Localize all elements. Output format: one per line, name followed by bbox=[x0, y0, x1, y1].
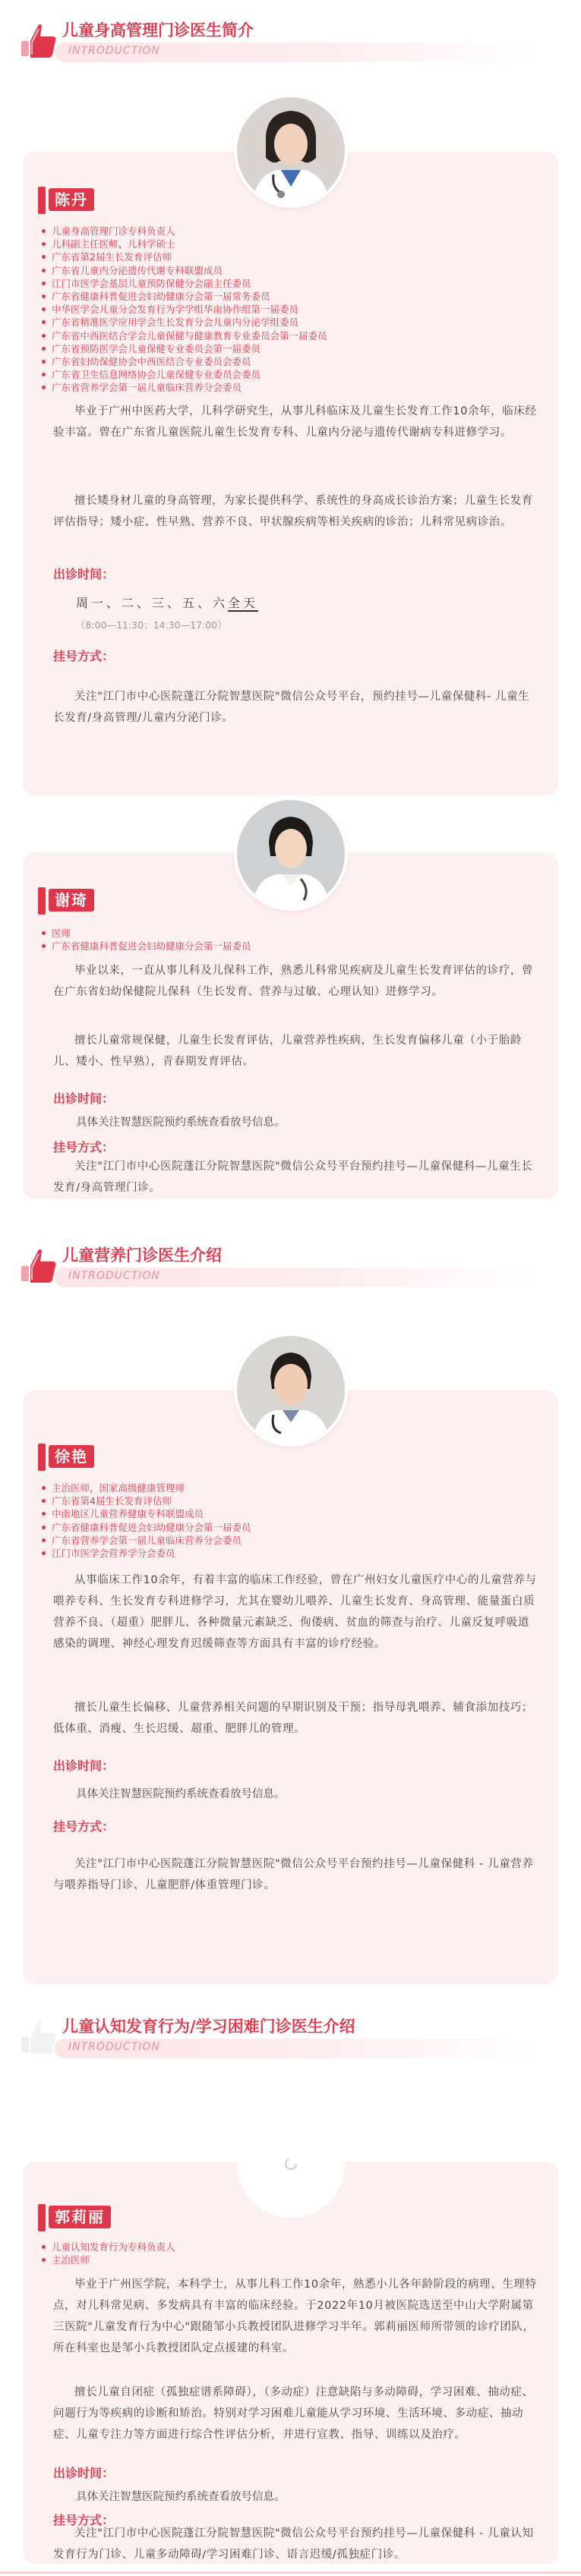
doctor-titles bbox=[39, 1482, 541, 1560]
registration-label: 挂号方式： bbox=[53, 2513, 115, 2527]
bio-paragraph: 毕业于广州中医药大学，儿科学研究生，从事儿科临床及儿童生长发育工作10余年，临床经验丰富。曾在广东省儿童医院儿童生长发育专科、儿童内分泌与遗传代谢病专科进修学习。 bbox=[53, 405, 537, 439]
section-header-nutrition bbox=[17, 1239, 548, 1292]
section-title: 儿童身高管理门诊医生简介 bbox=[62, 21, 254, 39]
registration-label: 挂号方式： bbox=[53, 1819, 115, 1834]
clinic-time-label: 出诊时间： bbox=[53, 567, 115, 581]
clinic-time-label: 出诊时间： bbox=[53, 2466, 115, 2480]
doctor-name: 陈丹 bbox=[49, 188, 94, 211]
clinic-hours: （8:00—11:30；14:30—17:00） bbox=[76, 619, 227, 631]
clinic-fullday: 全天 bbox=[228, 596, 259, 610]
title-item: 广东省预防医学会儿童保健专业委员会第一届委员 bbox=[39, 342, 541, 355]
title-item: 广东省儿童内分泌遗传代谢专科联盟成员 bbox=[39, 264, 541, 277]
title-item: 医师 bbox=[39, 927, 541, 940]
section-header-height bbox=[17, 14, 548, 67]
clinic-text: 具体关注智慧医院预约系统查看放号信息。 bbox=[76, 2491, 286, 2503]
title-item: 儿童身高管理门诊专科负责人 bbox=[39, 225, 541, 238]
doctor-name: 谢琦 bbox=[49, 889, 94, 912]
doctor-photo-xie bbox=[237, 800, 345, 908]
registration-label: 挂号方式： bbox=[53, 1140, 115, 1154]
title-item: 广东省健康科普促进会妇幼健康分会第一届常务委员 bbox=[39, 290, 541, 303]
registration-text: 关注"江门市中心医院蓬江分院智慧医院"微信公众号平台预约挂号—儿童保健科 - 儿童营养与喂养指导门诊、儿童肥胖/体重管理门诊。 bbox=[53, 1858, 534, 1891]
bio-paragraph: 擅长矮身材儿童的身高管理，为家长提供科学、系统性的身高成长诊治方案；儿童生长发育评估指导；矮小症、性早熟、营养不良、甲状腺疾病等相关疾病的诊治；儿科常见病诊治。 bbox=[53, 495, 533, 528]
doctor-bio: 擅长儿童自闭症（孤独症谱系障碍），（多动症）注意缺陷与多动障碍，学习困难、抽动症、问题行为等疾病的诊断和矫治。特别对学习困难儿童能从学习环境、生活环境、多动症、抽动症、儿童专注力等方面进行综合性评估分析，并进行宣教、指导、训练以及治疗。 bbox=[53, 2386, 534, 2441]
section-header-cognitive bbox=[17, 2010, 548, 2063]
doctor-bio: 毕业以来，一直从事儿科及儿保科工作，熟悉儿科常见疾病及儿童生长发育评估的诊疗，曾在广东省妇幼保健院儿保科（生长发育、营养与过敏、心理认知）进修学习。 bbox=[53, 965, 533, 998]
title-item: 广东省卫生信息网络协会儿童保健专业委员会委员 bbox=[39, 368, 541, 381]
doctor-bio: 擅长儿童常规保健，儿童生长发育评估，儿童营养性疾病，生长发育偏移儿童（小于胎龄儿、矮小、性早熟），青春期发育评估。 bbox=[53, 1034, 522, 1068]
doctor-titles bbox=[39, 2241, 541, 2266]
title-item: 广东省精准医学应用学会生长发育分会儿童内分泌学组委员 bbox=[39, 316, 541, 329]
title-item: 广东省妇幼保健协会中西医结合专业委员会委员 bbox=[39, 355, 541, 368]
title-item: 广东省第2届生长发育评估师 bbox=[39, 250, 541, 263]
section-subtitle: INTRODUCTION bbox=[68, 45, 160, 57]
doctor-photo-xu bbox=[237, 1336, 345, 1444]
section-title: 儿童认知发育行为/学习困难门诊医生介绍 bbox=[62, 2017, 355, 2036]
doctor-card-guo bbox=[23, 2162, 558, 2564]
title-item: 中南地区儿童营养健康专科联盟成员 bbox=[39, 1507, 541, 1520]
doctor-bio bbox=[53, 401, 539, 443]
doctor-name: 徐艳 bbox=[49, 1445, 94, 1468]
doctor-card-chen bbox=[23, 152, 558, 795]
clinic-text: 具体关注智慧医院预约系统查看放号信息。 bbox=[76, 1116, 286, 1129]
title-item: 广东省中西医结合学会儿童保健与健康教育专业委员会第一届委员 bbox=[39, 329, 541, 342]
registration-label: 挂号方式： bbox=[53, 649, 115, 663]
doctor-bio: 从事临床工作10余年，有着丰富的临床工作经验，曾在广州妇女儿童医疗中心的儿童营养与喂养专科、生长发育专科进修学习，尤其在婴幼儿喂养、儿童生长发育、身高管理、能量蛋白质营养不良、（超重）肥胖儿、各种微量元素缺乏、佝偻病、贫血的筛查与治疗、儿童反复呼吸道感染的调理、神经心理发育迟缓筛查等方面具有丰富的诊疗经验。 bbox=[53, 1574, 537, 1650]
clinic-time-label: 出诊时间： bbox=[53, 1759, 115, 1773]
loading-spinner-icon bbox=[284, 2157, 298, 2171]
title-item: 广东省营养学会第一届儿童临床营养分会委员 bbox=[39, 1534, 541, 1547]
registration-text: 关注"江门市中心医院蓬江分院智慧医院"微信公众号平台预约挂号—儿童保健科—儿童生长发育/身高管理门诊。 bbox=[53, 1160, 533, 1194]
doctor-photo-guo-loading bbox=[237, 2110, 345, 2218]
title-item: 中华医学会儿童分会发育行为学学组华南协作组第一届委员 bbox=[39, 303, 541, 316]
doctor-bio: 擅长儿童生长偏移、儿童营养相关问题的早期识别及干预；指导母乳喂养、辅食添加技巧；低体重、消瘦、生长迟缓、超重、肥胖儿的管理。 bbox=[53, 1702, 533, 1735]
hand-icon bbox=[17, 15, 61, 64]
clinic-text: 具体关注智慧医院预约系统查看放号信息。 bbox=[76, 1788, 286, 1800]
title-item: 江门市医学会营养学分会委员 bbox=[39, 1547, 541, 1560]
doctor-photo-chen bbox=[237, 97, 345, 205]
registration-text: 关注"江门市中心医院蓬江分院智慧医院"微信公众号平台预约挂号—儿童保健科 - 儿童认知发育行为门诊、儿童多动障碍/学习困难门诊、语言迟缓/孤独症门诊。 bbox=[53, 2527, 534, 2561]
title-item: 广东省健康科普促进会妇幼健康分会第一届委员 bbox=[39, 940, 541, 953]
doctor-titles bbox=[39, 225, 541, 395]
hand-icon bbox=[17, 2011, 61, 2060]
title-item: 儿童认知发育行为专科负责人 bbox=[39, 2241, 541, 2253]
title-item: 广东省第4届生长发育评估师 bbox=[39, 1494, 541, 1507]
hand-icon bbox=[17, 1240, 61, 1289]
title-item: 广东省健康科普促进会妇幼健康分会第一届委员 bbox=[39, 1521, 541, 1534]
clinic-days: 周一、二、三、五、六全天 bbox=[76, 596, 259, 610]
title-item: 广东省营养学会第一届儿童临床营养分会委员 bbox=[39, 381, 541, 394]
title-item: 主治医师 bbox=[39, 2253, 541, 2266]
doctor-bio bbox=[53, 490, 539, 533]
registration-text: 关注"江门市中心医院蓬江分院智慧医院"微信公众号平台，预约挂号—儿童保健科- 儿童生长发育/身高管理/儿童内分泌门诊。 bbox=[53, 691, 530, 724]
doctor-titles bbox=[39, 927, 541, 953]
title-item: 江门市医学会基层儿童预防保健分会副主任委员 bbox=[39, 277, 541, 290]
section-subtitle: INTRODUCTION bbox=[68, 2041, 160, 2053]
doctor-bio: 毕业于广州医学院，本科学士，从事儿科工作10余年，熟悉小儿各年龄阶段的病理、生理特点，对儿科常见病、多发病具有丰富的临床经验。于2022年10月被医院选送至中山大学附属第三医院"儿童发育行为中心"跟随邹小兵教授团队进修学习半年。郭莉丽医师所带领的诊疗团队，所在科室也是邹小兵教授团队定点援建的科室。 bbox=[53, 2278, 537, 2354]
section-title: 儿童营养门诊医生介绍 bbox=[62, 1246, 222, 1264]
clinic-time-label: 出诊时间： bbox=[53, 1091, 115, 1106]
doctor-card-xu bbox=[23, 1390, 558, 1984]
title-item: 主治医师，国家高级健康管理师 bbox=[39, 1482, 541, 1494]
bottom-divider bbox=[0, 2571, 581, 2574]
doctor-name: 郭莉丽 bbox=[49, 2206, 111, 2228]
title-item: 儿科副主任医师、儿科学硕士 bbox=[39, 238, 541, 250]
section-subtitle: INTRODUCTION bbox=[68, 1270, 160, 1282]
